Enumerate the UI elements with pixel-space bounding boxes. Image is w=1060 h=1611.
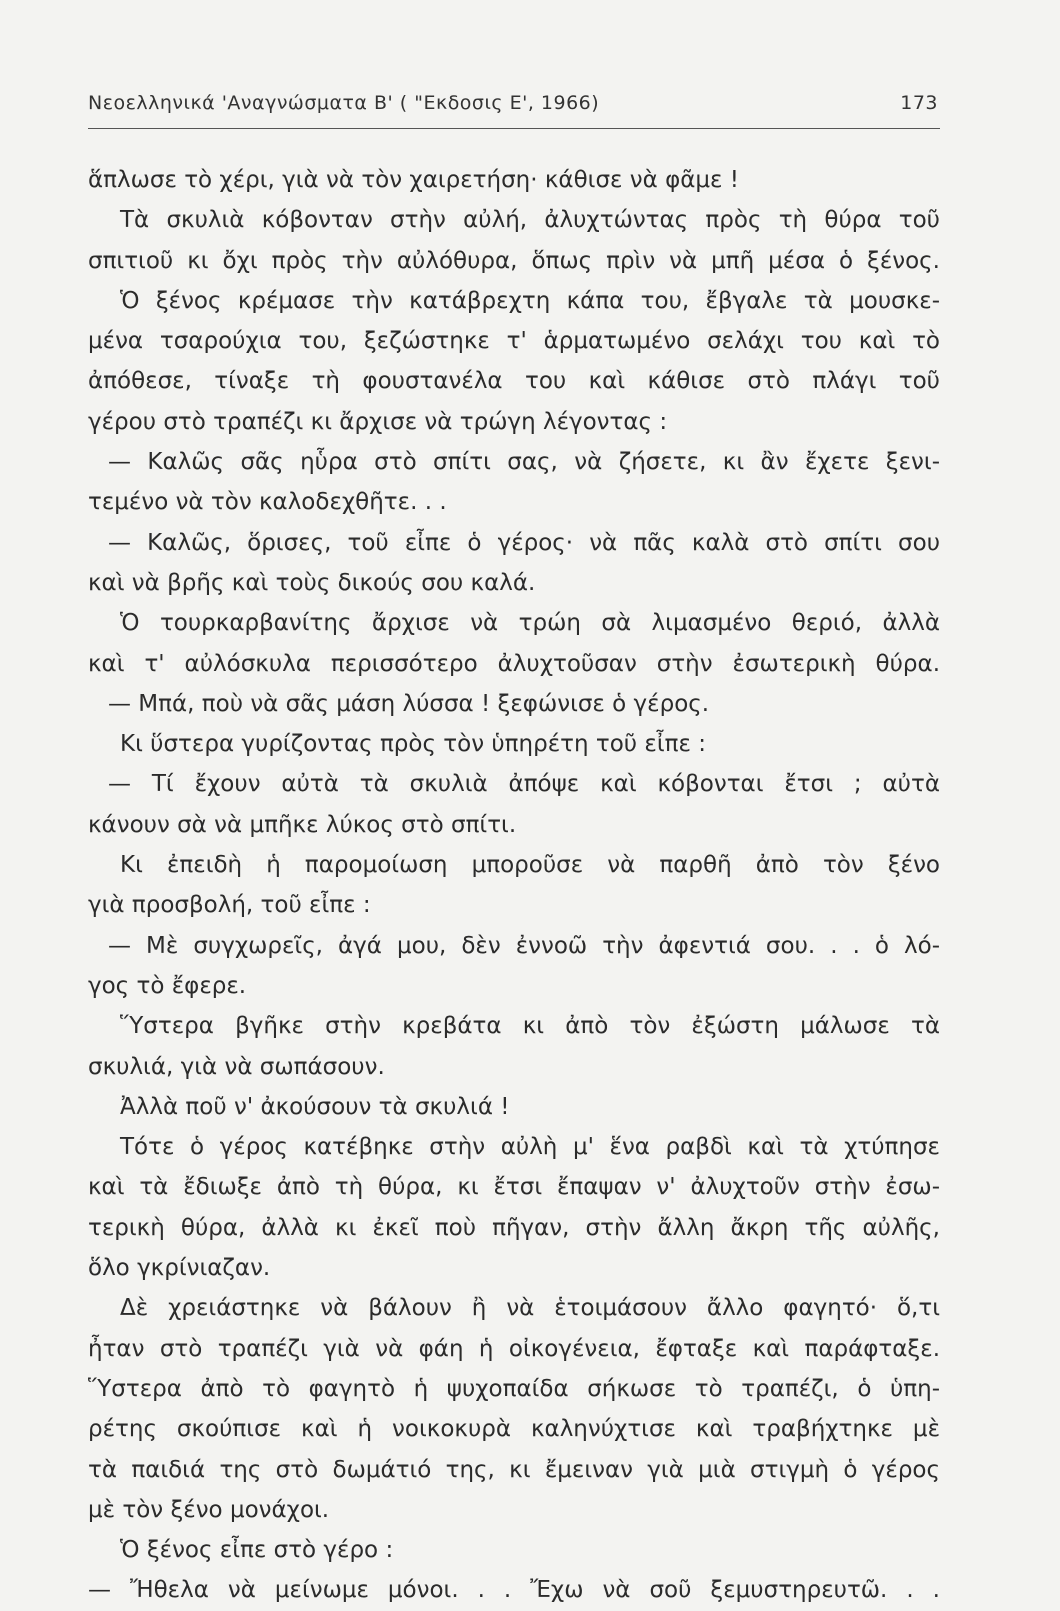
- text-line: Ὁ ξένος κρέμασε τὴν κατάβρεχτη κάπα του, ἔβγαλε τὰ μουσκε-: [120, 287, 940, 314]
- text-line: μὲ τὸν ξένο μονάχοι.: [88, 1496, 330, 1523]
- text-line: καὶ τ' αὐλόσκυλα περισσότερο ἀλυχτοῦσαν στὴν ἐσωτερικὴ θύρα.: [88, 650, 940, 677]
- text-line: ρέτης σκούπισε καὶ ἡ νοικοκυρὰ καληνύχτισε καὶ τραβήχτηκε μὲ: [88, 1416, 940, 1443]
- page-number: 173: [900, 92, 938, 114]
- text-line: Κι ὕστερα γυρίζοντας πρὸς τὸν ὑπηρέτη τοῦ εἶπε :: [120, 731, 706, 758]
- text-line: Ὕστερα ἀπὸ τὸ φαγητὸ ἡ ψυχοπαίδα σήκωσε τὸ τραπέζι, ὁ ὑπη-: [88, 1375, 940, 1402]
- text-line: Κι ἐπειδὴ ἡ παρομοίωση μποροῦσε νὰ παρθῆ ἀπὸ τὸν ξένο: [120, 852, 940, 879]
- text-line: Ἀλλὰ ποῦ ν' ἀκούσουν τὰ σκυλιά !: [120, 1093, 510, 1120]
- text-line: τερικὴ θύρα, ἀλλὰ κι ἐκεῖ ποὺ πῆγαν, στὴν ἄλλη ἄκρη τῆς αὐλῆς,: [88, 1214, 940, 1241]
- text-line: — Μπά, ποὺ νὰ σᾶς μάση λύσσα ! ξεφώνισε ὁ γέρος.: [108, 690, 710, 717]
- text-line: γος τὸ ἔφερε.: [88, 972, 247, 999]
- text-line: — Μὲ συγχωρεῖς, ἀγά μου, δὲν ἐννοῶ τὴν ἀφεντιά σου. . . ὁ λό-: [108, 932, 940, 959]
- text-line: γέρου στὸ τραπέζι κι ἄρχισε νὰ τρώγη λέγοντας :: [88, 408, 668, 435]
- text-line: — Καλῶς σᾶς ηὗρα στὸ σπίτι σας, νὰ ζήσετε, κι ἂν ἔχετε ξενι-: [108, 449, 940, 476]
- text-line: Ὕστερα βγῆκε στὴν κρεβάτα κι ἀπὸ τὸν ἐξώστη μάλωσε τὰ: [120, 1013, 940, 1040]
- text-line: κάνουν σὰ νὰ μπῆκε λύκος στὸ σπίτι.: [88, 811, 517, 838]
- text-line: γιὰ προσβολή, τοῦ εἶπε :: [88, 892, 371, 919]
- text-line: Τὰ σκυλιὰ κόβονταν στὴν αὐλή, ἀλυχτώντας πρὸς τὴ θύρα τοῦ: [120, 207, 940, 234]
- text-line: καὶ τὰ ἔδιωξε ἀπὸ τὴ θύρα, κι ἔτσι ἔπαψαν ν' ἀλυχτοῦν στὴν ἐσω-: [88, 1174, 940, 1201]
- running-title: Νεοελληνικά 'Αναγνώσματα Β' ( "Εκδοσις Ε', 1966): [88, 92, 600, 114]
- text-line: ἦταν στὸ τραπέζι γιὰ νὰ φάη ἡ οἰκογένεια, ἔφταξε καὶ παράφταξε.: [88, 1335, 940, 1362]
- text-line: — Ἤθελα νὰ μείνωμε μόνοι. . . Ἔχω νὰ σοῦ ξεμυστηρευτῶ. . .: [88, 1577, 940, 1604]
- body-text: [88, 160, 940, 1611]
- text-line: σπιτιοῦ κι ὄχι πρὸς τὴν αὐλόθυρα, ὅπως πρὶν νὰ μπῆ μέσα ὁ ξένος.: [88, 247, 940, 274]
- text-line: τὰ παιδιά της στὸ δωμάτιό της, κι ἔμειναν γιὰ μιὰ στιγμὴ ὁ γέρος: [88, 1456, 940, 1483]
- text-line: Τότε ὁ γέρος κατέβηκε στὴν αὐλὴ μ' ἕνα ραβδὶ καὶ τὰ χτύπησε: [120, 1134, 940, 1161]
- text-line: Ὁ ξένος εἶπε στὸ γέρο :: [120, 1537, 394, 1564]
- header-rule: [88, 128, 940, 129]
- text-line: Δὲ χρειάστηκε νὰ βάλουν ἢ νὰ ἑτοιμάσουν ἄλλο φαγητό· ὅ,τι: [120, 1295, 940, 1322]
- text-line: τεμένο νὰ τὸν καλοδεχθῆτε. . .: [88, 489, 447, 516]
- text-line: ἀπόθεσε, τίναξε τὴ φουστανέλα του καὶ κάθισε στὸ πλάγι τοῦ: [88, 368, 940, 395]
- text-line: μένα τσαρούχια του, ξεζώστηκε τ' ἁρματωμένο σελάχι του καὶ τὸ: [88, 328, 940, 355]
- running-header: [88, 92, 938, 124]
- text-line: Ὁ τουρκαρβανίτης ἄρχισε νὰ τρώη σὰ λιμασμένο θεριό, ἀλλὰ: [120, 610, 940, 637]
- text-line: σκυλιά, γιὰ νὰ σωπάσουν.: [88, 1053, 385, 1080]
- text-line: ἅπλωσε τὸ χέρι, γιὰ νὰ τὸν χαιρετήση· κάθισε νὰ φᾶμε !: [88, 167, 740, 193]
- text-line: καὶ νὰ βρῆς καὶ τοὺς δικούς σου καλά.: [88, 569, 536, 596]
- text-line: — Τί ἔχουν αὐτὰ τὰ σκυλιὰ ἀπόψε καὶ κόβονται ἔτσι ; αὐτὰ: [108, 771, 940, 798]
- text-line: ὅλο γκρίνιαζαν.: [88, 1255, 271, 1282]
- text-line: — Καλῶς, ὅρισες, τοῦ εἶπε ὁ γέρος· νὰ πᾶς καλὰ στὸ σπίτι σου: [108, 529, 940, 556]
